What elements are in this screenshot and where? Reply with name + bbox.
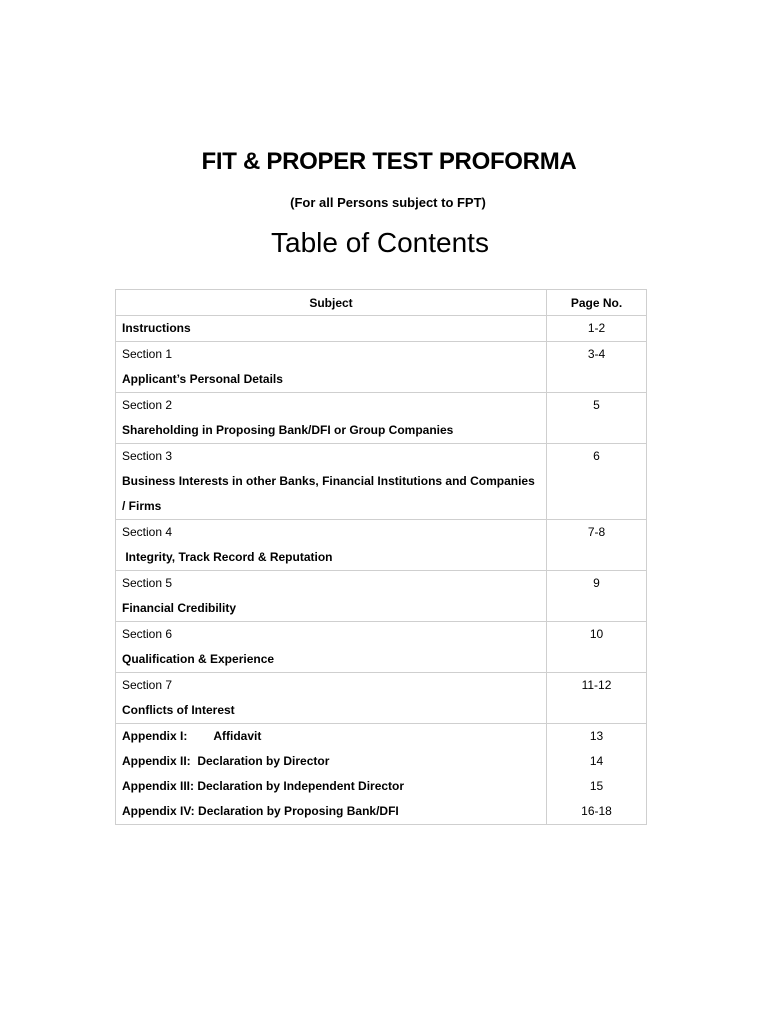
appendix-label: Appendix II: — [122, 754, 191, 768]
appendix-entry — [122, 799, 540, 824]
toc-subject-cell — [116, 571, 547, 622]
toc-page-number: 10 — [589, 627, 604, 641]
document-title: FIT & PROPER TEST PROFORMA — [201, 148, 577, 175]
toc-page-cell — [547, 622, 647, 673]
toc-subject-cell — [116, 622, 547, 673]
toc-page-cell — [547, 571, 647, 622]
appendix-entry — [122, 724, 540, 749]
appendix-title: Affidavit — [213, 729, 262, 743]
toc-row-appendices — [116, 724, 647, 825]
header-subject: Subject — [116, 290, 547, 316]
toc-page-number: 16-18 — [581, 804, 612, 818]
appendix-entry — [122, 749, 540, 774]
toc-section-label: Section 4 — [122, 525, 173, 539]
toc-row-section-6 — [116, 622, 647, 673]
toc-page-number: 15 — [589, 779, 604, 793]
toc-row-section-7 — [116, 673, 647, 724]
toc-subject-cell — [116, 444, 547, 520]
toc-page-cell — [547, 673, 647, 724]
appendix-title: Declaration by Director — [197, 754, 330, 768]
toc-row-section-2 — [116, 393, 647, 444]
document-subtitle: (For all Persons subject to FPT) — [290, 195, 486, 210]
toc-page-cell — [547, 393, 647, 444]
toc-row-section-1 — [116, 342, 647, 393]
toc-page-number: 1-2 — [587, 321, 606, 335]
toc-page-cell — [547, 520, 647, 571]
toc-subject-cell — [116, 724, 547, 825]
appendix-entry — [122, 774, 540, 799]
toc-page-number: 14 — [589, 754, 604, 768]
toc-page-cell — [547, 316, 647, 342]
toc-page-number: 13 — [589, 729, 604, 743]
toc-entry-title: Qualification & Experience — [122, 652, 275, 666]
toc-subject-cell — [116, 520, 547, 571]
toc-section-label: Section 6 — [122, 627, 173, 641]
toc-subject-cell — [116, 316, 547, 342]
toc-subject-cell — [116, 393, 547, 444]
toc-row-section-5 — [116, 571, 647, 622]
toc-page-number: 11-12 — [581, 678, 612, 692]
toc-page-number: 9 — [593, 576, 600, 590]
toc-entry-title-continued: / Firms — [122, 499, 162, 513]
appendix-label: Appendix IV: — [122, 804, 195, 818]
toc-page-cell — [547, 342, 647, 393]
toc-page-number: 5 — [593, 398, 600, 412]
toc-entry-title: Integrity, Track Record & Reputation — [122, 550, 333, 564]
toc-row-section-4 — [116, 520, 647, 571]
toc-table — [115, 289, 647, 825]
toc-section-label: Section 1 — [122, 347, 173, 361]
appendix-title: Declaration by Proposing Bank/DFI — [198, 804, 399, 818]
appendix-label: Appendix III: — [122, 779, 194, 793]
toc-row-instructions — [116, 316, 647, 342]
toc-page-number: 3-4 — [587, 347, 606, 361]
toc-heading: Table of Contents — [271, 227, 489, 258]
toc-section-label: Section 5 — [122, 576, 173, 590]
toc-section-label: Section 3 — [122, 449, 173, 463]
toc-page-cell — [547, 444, 647, 520]
toc-header-row — [116, 290, 647, 316]
toc-entry-title: Conflicts of Interest — [122, 703, 235, 717]
toc-entry-title: Instructions — [122, 321, 191, 335]
toc-section-label: Section 7 — [122, 678, 173, 692]
toc-section-label: Section 2 — [122, 398, 173, 412]
toc-page-number: 6 — [593, 449, 600, 463]
toc-entry-title: Business Interests in other Banks, Financial Institutions and Companies — [122, 474, 535, 488]
toc-page-cell — [547, 724, 647, 825]
appendix-label: Appendix I: — [122, 729, 188, 743]
toc-page-number: 7-8 — [587, 525, 606, 539]
toc-entry-title: Financial Credibility — [122, 601, 237, 615]
toc-subject-cell — [116, 342, 547, 393]
toc-subject-cell — [116, 673, 547, 724]
appendix-title: Declaration by Independent Director — [197, 779, 405, 793]
toc-row-section-3 — [116, 444, 647, 520]
toc-entry-title: Applicant’s Personal Details — [122, 372, 283, 386]
toc-entry-title: Shareholding in Proposing Bank/DFI or Group Companies — [122, 423, 454, 437]
header-page-no: Page No. — [547, 290, 647, 316]
